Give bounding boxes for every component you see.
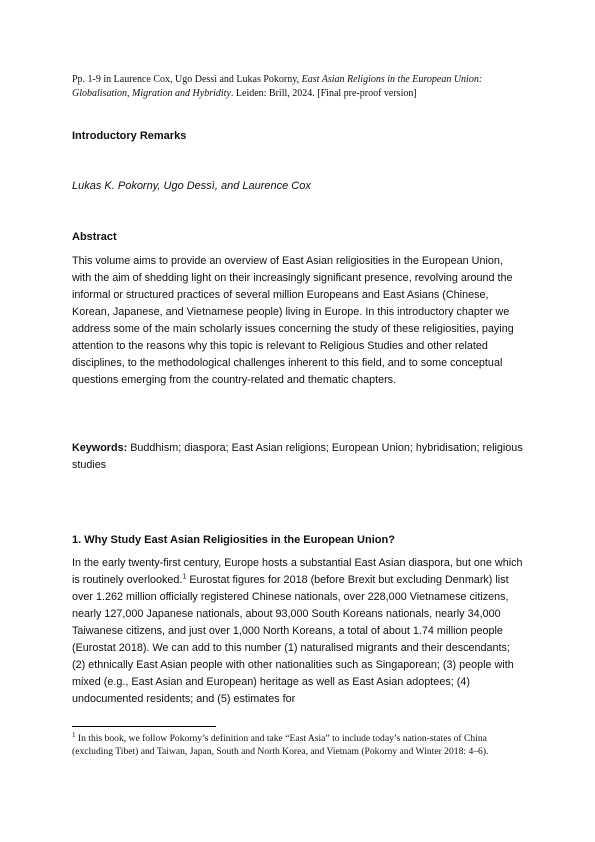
citation-suffix: . Leiden: Brill, 2024. [Final pre-proof version] bbox=[230, 88, 417, 99]
abstract-heading: Abstract bbox=[72, 231, 117, 243]
paragraph-text-start: In the early twenty-first century, Europe hosts a substantial East Asian diaspora, but one which is routinely overlooked. bbox=[72, 557, 523, 586]
section-heading: 1. Why Study East Asian Religiosities in the European Union? bbox=[72, 534, 395, 546]
footnote bbox=[72, 732, 527, 758]
citation-prefix: Pp. 1-9 in Laurence Cox, Ugo Dessì and Lukas Pokorny, bbox=[72, 74, 302, 85]
author-list: Lukas K. Pokorny, Ugo Dessì, and Laurence Cox bbox=[72, 180, 311, 192]
keywords-text: Buddhism; diaspora; East Asian religions; European Union; hybridisation; religious studies bbox=[72, 442, 523, 471]
footnote-text: In this book, we follow Pokorny’s definition and take “East Asia” to include today’s nation-states of China (excluding Tibet) and Taiwan, Japan, South and North Korea, and Vietnam (Pokorny and Winter 2018: 4–6). bbox=[72, 733, 489, 757]
keywords bbox=[72, 440, 524, 474]
paragraph-text-rest: Eurostat figures for 2018 (before Brexit but excluding Denmark) list over 1.262 million officially registered Chinese nationals, over 228,000 Vietnamese citizens, nearly 127,000 Japanese nationals, about 93,000 South Koreans nationals, nearly 34,000 Taiwanese citizens, and just over 1,000 North Koreans, a total of about 1.74 million people (Eurostat 2018). We can add to this number (1) naturalised migrants and their descendants; (2) ethnically East Asian people with other nationalities such as Singaporean; (3) people with mixed (e.g., East Asian and European) heritage as well as East Asian adoptees; (4) undocumented residents; and (5) estimates for bbox=[72, 574, 514, 705]
footnote-reference[interactable]: 1 bbox=[182, 573, 187, 581]
keywords-label: Keywords: bbox=[72, 442, 128, 454]
citation-header bbox=[72, 73, 527, 101]
chapter-title: Introductory Remarks bbox=[72, 130, 187, 142]
footnote-separator bbox=[72, 726, 216, 727]
abstract-text: This volume aims to provide an overview of East Asian religiosities in the European Union, with the aim of shedding light on their increasingly significant presence, revolving around the informal or structured practices of several million Europeans and East Asians (Chinese, Korean, Japanese, and Vietnamese people) living in Europe. In this introductory chapter we address some of the main scholarly issues concerning the study of these religiosities, paying attention to the reasons why this topic is relevant to Religious Studies and other related disciplines, to the methodological challenges inherent to this field, and to some conceptual questions emerging from the country-related and thematic chapters. bbox=[72, 255, 514, 386]
footnote-number: 1 bbox=[72, 730, 76, 739]
section-paragraph bbox=[72, 555, 524, 708]
book-title: East Asian Religions in the European Union: Globalisation, Migration and Hybridity bbox=[72, 74, 483, 99]
